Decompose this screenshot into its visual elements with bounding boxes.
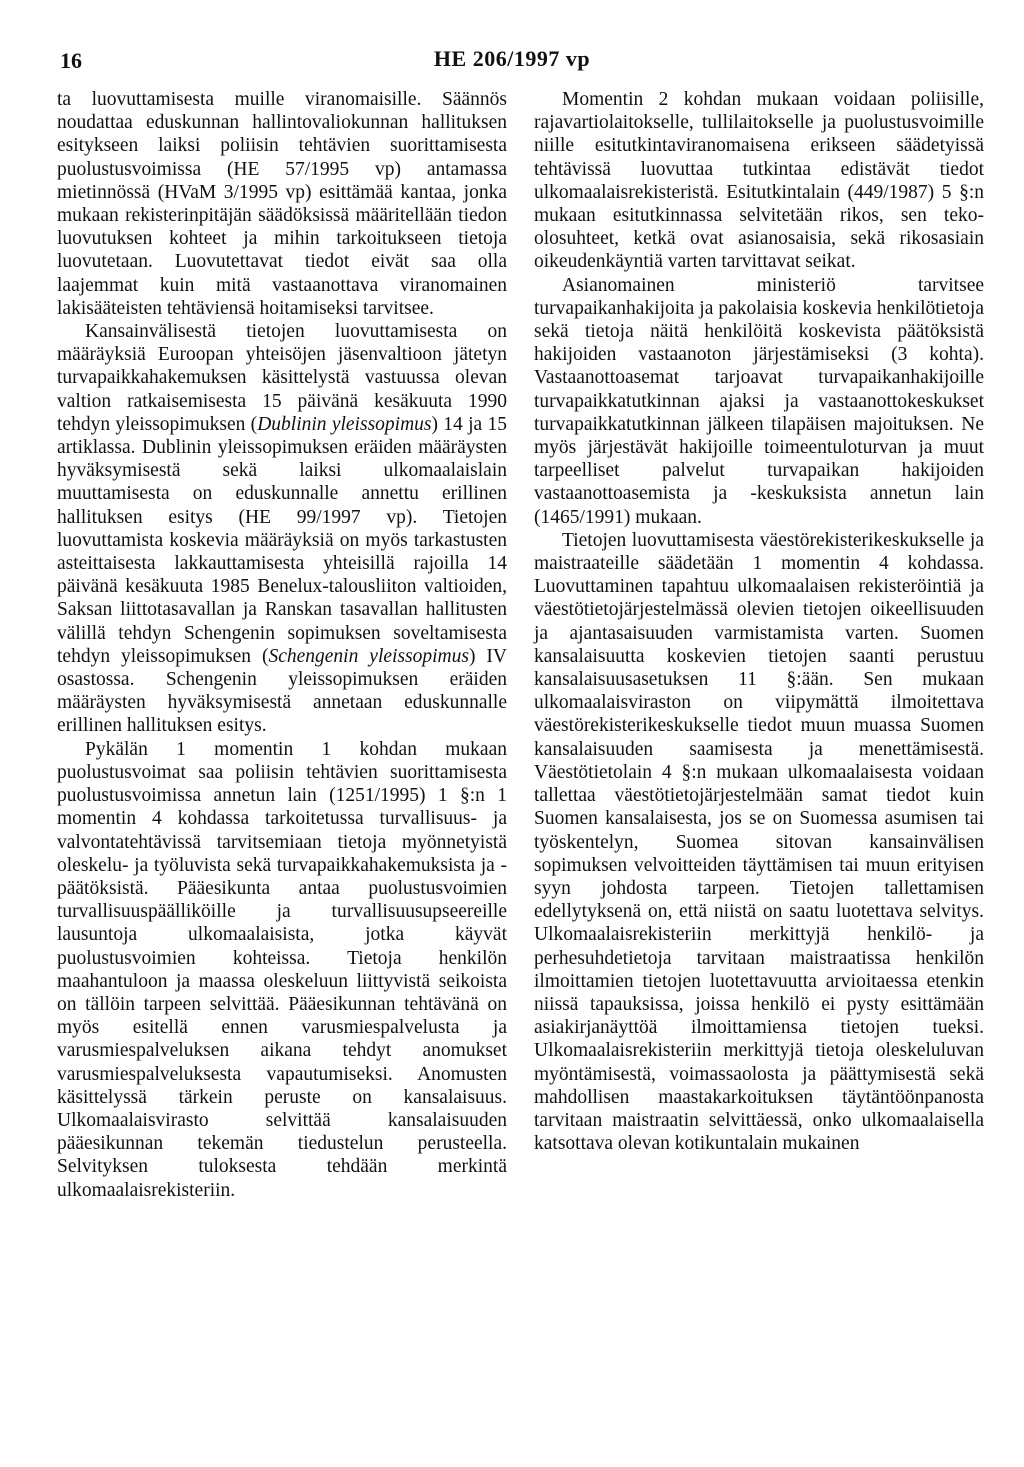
right-column [534,88,984,1202]
paragraph: Pykälän 1 momentin 1 kohdan mukaan puolustusvoimat saa poliisin tehtävien suorittamisesta puolustusvoimissa annetun lain (1251/1995) 1 §:n 1 momentin 4 kohdassa tarkoitetussa turvallisuus- ja valvontatehtävissä tarvitsemiaan tietoja myönnetyistä oleskelu- ja työluvista sekä turvapaikkahakemuksista ja -päätöksistä. Pääesikunta antaa puolustusvoimien turvallisuuspäälliköille ja turvallisuusupseereille lausuntoja ulkomaalaisista, jotka käyvät puolustusvoimien kohteissa. Tietoja henkilön maahantuloon ja maassa oleskeluun liittyvistä seikoista on tällöin tarpeen selvittää. Pääesikunnan tehtävänä on myös esitellä ennen varusmiespalvelusta ja varusmiespalveluksen aikana tehdyt anomukset varusmiespalveluksesta vapautumiseksi. Anomusten käsittelyssä tärkein peruste on kansalaisuus. Ulkomaalaisvirasto selvittää kansalaisuuden pääesikunnan tekemän tiedustelun perusteella. Selvityksen tuloksesta tehdään merkintä ulkomaalaisrekisteriin. [57,738,507,1201]
paragraph: Momentin 2 kohdan mukaan voidaan poliisille, rajavartiolaitokselle, tullilaitokselle ja puolustusvoimille niille esitutkintaviranomaisena erikseen säädetyissä tehtävissä luovuttaa tutkintaa edistävät tiedot ulkomaalaisrekisteristä. Esitutkintalain (449/1987) 5 §:n mukaan esitutkinnassa selvitetään rikos, sen teko-olosuhteet, ketkä ovat asianosaisia, sekä rikosasiain oikeudenkäyntiä varten tarvittavat seikat. [534,89,984,273]
text-columns [57,88,984,1202]
text-span: ) IV osastossa. Schengenin yleissopimuksen eräiden määräysten hyväksymisestä annetaan eduskunnalle erillinen hallituksen esitys. [57,645,507,737]
document-header: HE 206/1997 vp [433,46,591,71]
text-span: Kansainvälisestä tietojen luovuttamisesta on määräyksiä Euroopan yhteisöjen jäsenvaltioon jätetyn turvapaikkahakemuksen käsittelystä vastuussa olevan valtion ratkaisemisesta 15 päivänä kesäkuuta 1990 tehdyn yleissopimuksen ( [57,321,507,435]
paragraph: Tietojen luovuttamisesta väestörekisterikeskukselle ja maistraateille säädetään 1 momentin 4 kohdassa. Luovuttaminen tapahtuu ulkomaalaisen rekisteröintiä ja väestötietojärjestelmässä olevien tietojen oikeellisuuden ja ajantasaisuuden varmistamista varten. Suomen kansalaisuutta koskevien tietojen saanti perustuu kansalaisuusasetuksen 11 §:ään. Sen mukaan ulkomaalaisviraston on viipymättä ilmoitettava väestörekisterikeskukselle tiedot muun muassa Suomen kansalaisuuden saamisesta ja menettämisestä. Väestötietolain 4 §:n mukaan ulkomaalaisesta voidaan tallettaa väestötietojärjestelmään samat tiedot kuin Suomen kansalaisesta, jos se on Suomessa asumisen tai työskentelyn, Suomea sitovan kansainvälisen sopimuksen velvoitteiden täyttämisen tai muun erityisen syyn johdosta tarpeen. Tietojen tallettamisen edellytyksenä on, että niistä on saatu luotettava selvitys. Ulkomaalaisrekisteriin merkittyjä henkilö- ja perhesuhdetietoja tarvitaan maistraatissa henkilön ilmoittamien tietojen luotettavuutta arvioitaessa etenkin niissä tapauksissa, joissa henkilö ei pysty esittämään asiakirjanäyttöä ilmoittamiensa tietojen tueksi. Ulkomaalaisrekisteriin merkittyjä tietoja oleskeluluvan myöntämisestä, voimassaolosta ja päättymisestä sekä mahdollisen maastakarkoituksen täytäntöönpanosta tarvitaan maistraatin selvittäessä, onko ulkomaalaisella katsottava olevan kotikuntalain mukainen [534,529,984,1155]
left-column [57,88,507,1202]
paragraph: Asianomainen ministeriö tarvitsee turvapaikanhakijoita ja pakolaisia koskevia henkilötietoja sekä tietoja näitä henkilöitä koskevista päätöksistä hakijoiden vastaanoton järjestämiseksi (3 kohta). Vastaanottoasemat tarjoavat turvapaikanhakijoille turvapaikkatutkinnan ajaksi ja vastaanottokeskukset turvapaikkatutkinnan jälkeen tilapäisen majoituksen. Ne myös järjestävät hakijoille toimeentuloturvan ja muut tarpeelliset palvelut turvapaikan hakijoiden vastaanottoasemista ja -keskuksista annetun lain (1465/1991) mukaan. [534,274,984,528]
text-span: ) 14 ja 15 artiklassa. Dublinin yleissopimuksen eräiden määräysten hyväksymisestä sekä laiksi ulkomaalaislain muuttamisesta on eduskunnalle annettu erillinen hallituksen esitys (HE 99/1997 vp). Tietojen luovuttamista koskevia määräyksiä on myös tarkastusten asteittaisesta lakkauttamisesta yhteisillä rajoilla 14 päivänä kesäkuuta 1985 Benelux-talousliiton valtioiden, Saksan liittotasavallan ja Ranskan tasavallan hallitusten välillä tehdyn Schengenin sopimuksen soveltamisesta tehdyn yleissopimuksen ( [57,413,507,667]
page-number: 16 [60,48,82,73]
paragraph [57,320,507,738]
italic-term: Dublinin yleissopimus [257,413,432,435]
paragraph: ta luovuttamisesta muille viranomaisille. Säännös noudattaa eduskunnan hallintovaliokunnan hallituksen esitykseen laiksi poliisin tehtävien suorittamisesta puolustusvoimissa (HE 57/1995 vp) antamassa mietinnössä (HVaM 3/1995 vp) esittämää kantaa, jonka mukaan rekisterinpitäjän säädöksissä määritellään tiedon luovutuksen kohteet ja mihin tarkoitukseen tietoja luovutetaan. Luovutettavat tiedot eivät saa olla laajemmat kuin mitä vastaanottava viranomainen lakisääteisten tehtäviensä hoitamiseksi tarvitsee. [57,89,507,319]
italic-term: Schengenin yleissopimus [268,645,469,667]
